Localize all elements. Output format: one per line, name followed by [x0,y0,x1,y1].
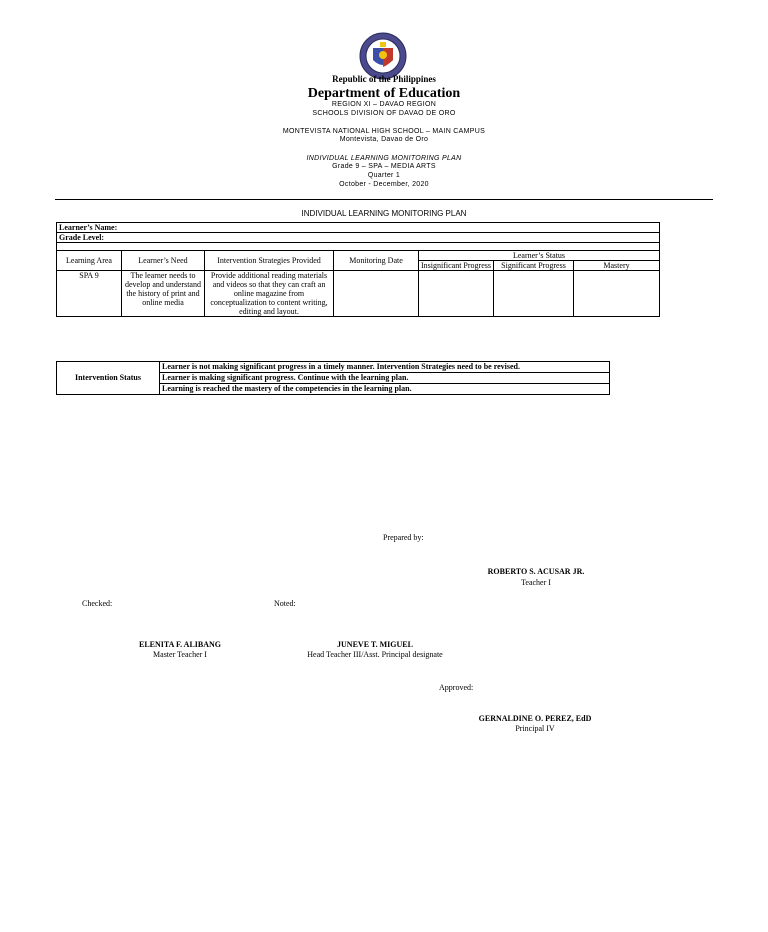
prepared-title: Teacher I [521,578,551,587]
header-divider [55,199,713,200]
checked-label: Checked: [82,599,113,608]
prepared-name: ROBERTO S. ACUSAR JR. [487,567,585,576]
period-line: October - December, 2020 [339,181,429,188]
col-significant: Significant Progress [494,261,574,271]
col-learners-status: Learner’s Status [419,251,660,261]
noted-title: Head Teacher III/Asst. Principal designate [307,650,443,659]
col-learners-need: Learner’s Need [122,251,205,271]
intervention-line-mastery: Learning is reached the mastery of the competencies in the learning plan. [160,384,610,395]
header-row [57,251,660,261]
learner-name-label: Learner’s Name: [57,223,660,233]
plan-title-italic: INDIVIDUAL LEARNING MONITORING PLAN [306,155,462,162]
prepared-label: Prepared by: [383,533,424,542]
approved-name: GERNALDINE O. PEREZ, EdD [478,714,592,723]
cell-learners-need: The learner needs to develop and understand the history of print and online media [122,271,205,317]
intervention-status-label: Intervention Status [57,362,160,395]
col-monitoring-date: Monitoring Date [334,251,419,271]
col-learning-area: Learning Area [57,251,122,271]
spacer-row [57,243,660,251]
cell-monitoring-date [334,271,419,317]
cell-insignificant [419,271,494,317]
noted-name: JUNEVE T. MIGUEL [337,640,413,649]
cell-learning-area: SPA 9 [57,271,122,317]
intervention-line-continue: Learner is making significant progress. Continue with the learning plan. [160,373,610,384]
cell-significant [494,271,574,317]
school-line: MONTEVISTA NATIONAL HIGH SCHOOL – MAIN CAMPUS [282,128,486,135]
noted-label: Noted: [274,599,296,608]
cell-strategies: Provide additional reading materials and videos so that they can craft an online magazine from conceptualization to content writing, editing and layout. [205,271,334,317]
cell-mastery [574,271,660,317]
approved-title: Principal IV [515,724,555,733]
quarter-line: Quarter 1 [367,172,401,179]
intervention-status-table [56,361,610,395]
table-row [57,271,660,317]
grade-line: Grade 9 – SPA – MEDIA ARTS [332,163,436,170]
intervention-line-revise: Learner is not making significant progress in a timely manner. Intervention Strategies need to be revised. [160,362,610,373]
grade-level-label: Grade Level: [57,233,660,243]
learner-name-row [57,223,660,233]
col-mastery: Mastery [574,261,660,271]
department-heading: Department of Education [307,86,461,101]
grade-level-row [57,233,660,243]
col-strategies: Intervention Strategies Provided [205,251,334,271]
republic-heading: Republic of the Philippines [332,74,436,84]
location-line: Montevista, Davao de Oro [339,136,429,143]
region-line: REGION XI – DAVAO REGION [331,101,437,108]
intervention-row-1 [57,362,610,373]
deped-seal-logo [359,32,407,80]
division-line: SCHOOLS DIVISION OF DAVAO DE ORO [312,110,456,117]
checked-title: Master Teacher I [153,650,207,659]
monitoring-table [56,222,660,317]
section-title: INDIVIDUAL LEARNING MONITORING PLAN [301,209,467,218]
col-insignificant: Insignificant Progress [419,261,494,271]
checked-name: ELENITA F. ALIBANG [138,640,222,649]
approved-label: Approved: [439,683,474,692]
